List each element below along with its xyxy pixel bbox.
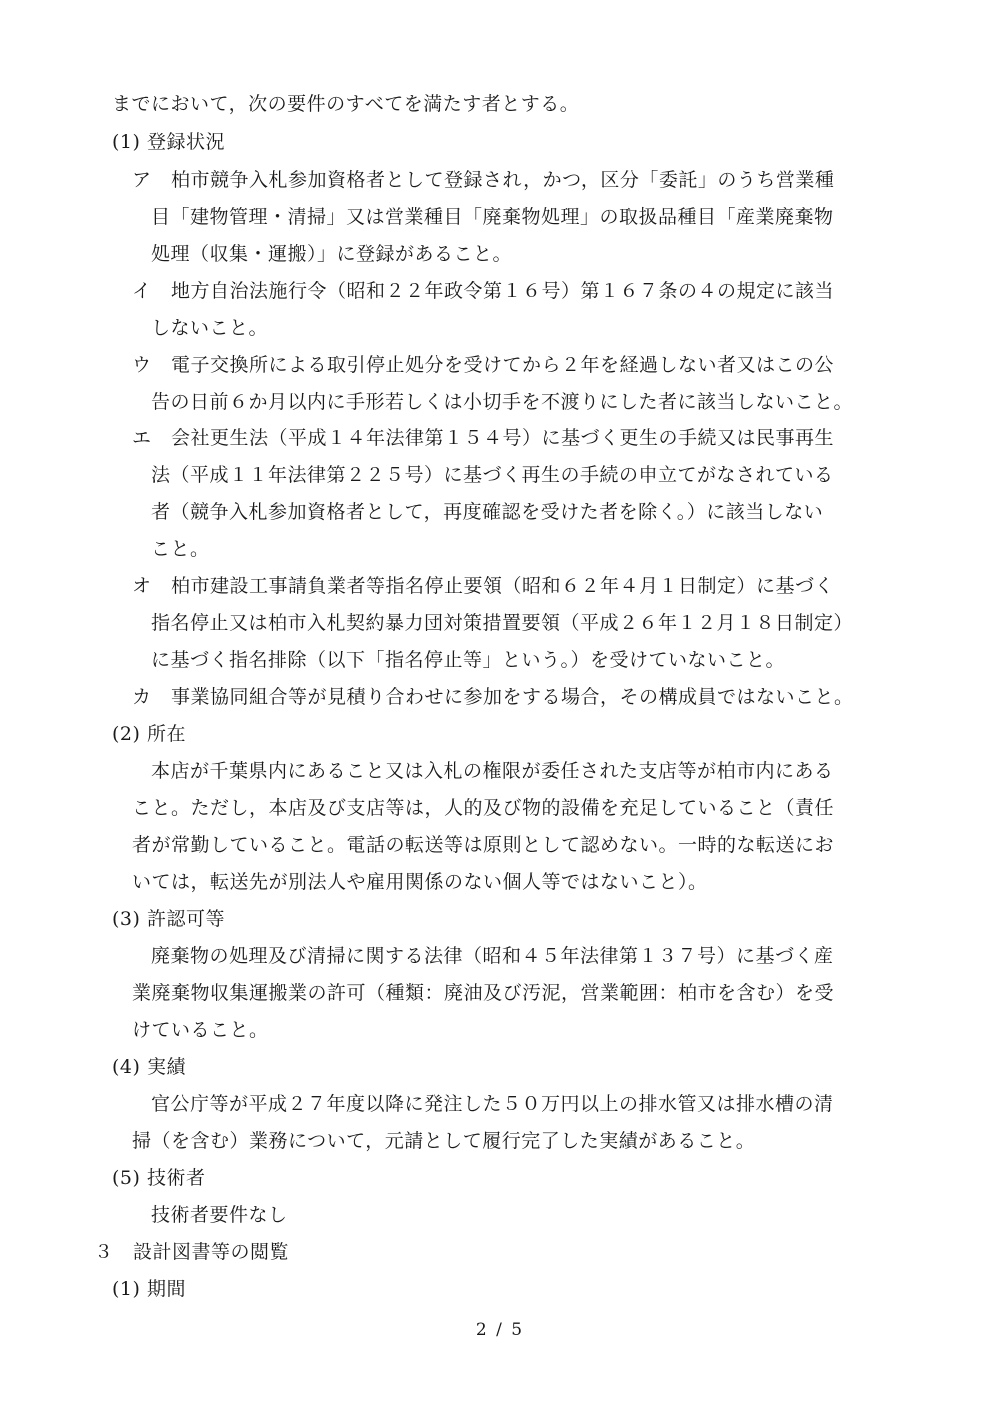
list-item: カ 事業協同組合等が見積り合わせに参加をする場合，その構成員ではないこと。 xyxy=(132,686,854,708)
text-line: 業廃棄物収集運搬業の許可（種類：廃油及び汚泥，営業範囲：柏市を含む）を受 xyxy=(132,982,835,1004)
chapter-heading: ３ 設計図書等の閲覧 xyxy=(94,1241,290,1263)
text-line: こと。 xyxy=(151,538,210,560)
text-line: 廃棄物の処理及び清掃に関する法律（昭和４５年法律第１３７号）に基づく産 xyxy=(151,945,834,967)
text-line: 者（競争入札参加資格者として，再度確認を受けた者を除く。）に該当しない xyxy=(151,501,824,523)
list-item: ウ 電子交換所による取引停止処分を受けてから２年を経過しない者又はこの公 xyxy=(132,354,835,376)
text-line: 指名停止又は柏市入札契約暴力団対策措置要領（平成２６年１２月１８日制定） xyxy=(151,612,854,634)
text-line: 技術者要件なし xyxy=(151,1204,288,1226)
text-line: 告の日前６か月以内に手形若しくは小切手を不渡りにした者に該当しないこと。 xyxy=(151,391,854,413)
text-line: しないこと。 xyxy=(151,317,269,339)
list-item: エ 会社更生法（平成１４年法律第１５４号）に基づく更生の手続又は民事再生 xyxy=(132,427,835,449)
text-line: 目「建物管理・清掃」又は営業種目「廃棄物処理」の取扱品種目「産業廃棄物 xyxy=(151,206,834,228)
text-line: 掃（を含む）業務について，元請として履行完了した実績があること。 xyxy=(132,1130,756,1152)
section-heading: (5) 技術者 xyxy=(112,1167,206,1189)
text-line: 法（平成１１年法律第２２５号）に基づく再生の手続の申立てがなされている xyxy=(151,464,834,486)
text-line: に基づく指名排除（以下「指名停止等」という。）を受けていないこと。 xyxy=(151,649,786,671)
section-heading: (3) 許認可等 xyxy=(112,908,225,930)
section-heading: (1) 登録状況 xyxy=(112,131,225,153)
text-line: 官公庁等が平成２７年度以降に発注した５０万円以上の排水管又は排水槽の清 xyxy=(151,1093,834,1115)
text-line: いては，転送先が別法人や雇用関係のない個人等ではないこと）。 xyxy=(132,871,708,893)
list-item: ア 柏市競争入札参加資格者として登録され，かつ，区分「委託」のうち営業種 xyxy=(132,169,835,191)
text-line: までにおいて，次の要件のすべてを満たす者とする。 xyxy=(112,93,580,115)
text-line: 本店が千葉県内にあること又は入札の権限が委任された支店等が柏市内にある xyxy=(151,760,834,782)
list-item: オ 柏市建設工事請負業者等指名停止要領（昭和６２年４月１日制定）に基づく xyxy=(132,575,835,597)
text-line: 者が常勤していること。電話の転送等は原則として認めない。一時的な転送にお xyxy=(132,834,835,856)
page-number: 2 / 5 xyxy=(475,1320,525,1340)
list-item: イ 地方自治法施行令（昭和２２年政令第１６号）第１６７条の４の規定に該当 xyxy=(132,280,835,302)
text-line: けていること。 xyxy=(132,1019,269,1041)
section-heading: (2) 所在 xyxy=(112,723,186,745)
text-line: 処理（収集・運搬）」に登録があること。 xyxy=(151,243,513,265)
section-heading: (1) 期間 xyxy=(112,1278,186,1300)
text-line: こと。ただし，本店及び支店等は，人的及び物的設備を充足していること（責任 xyxy=(132,797,835,819)
section-heading: (4) 実績 xyxy=(112,1056,186,1078)
